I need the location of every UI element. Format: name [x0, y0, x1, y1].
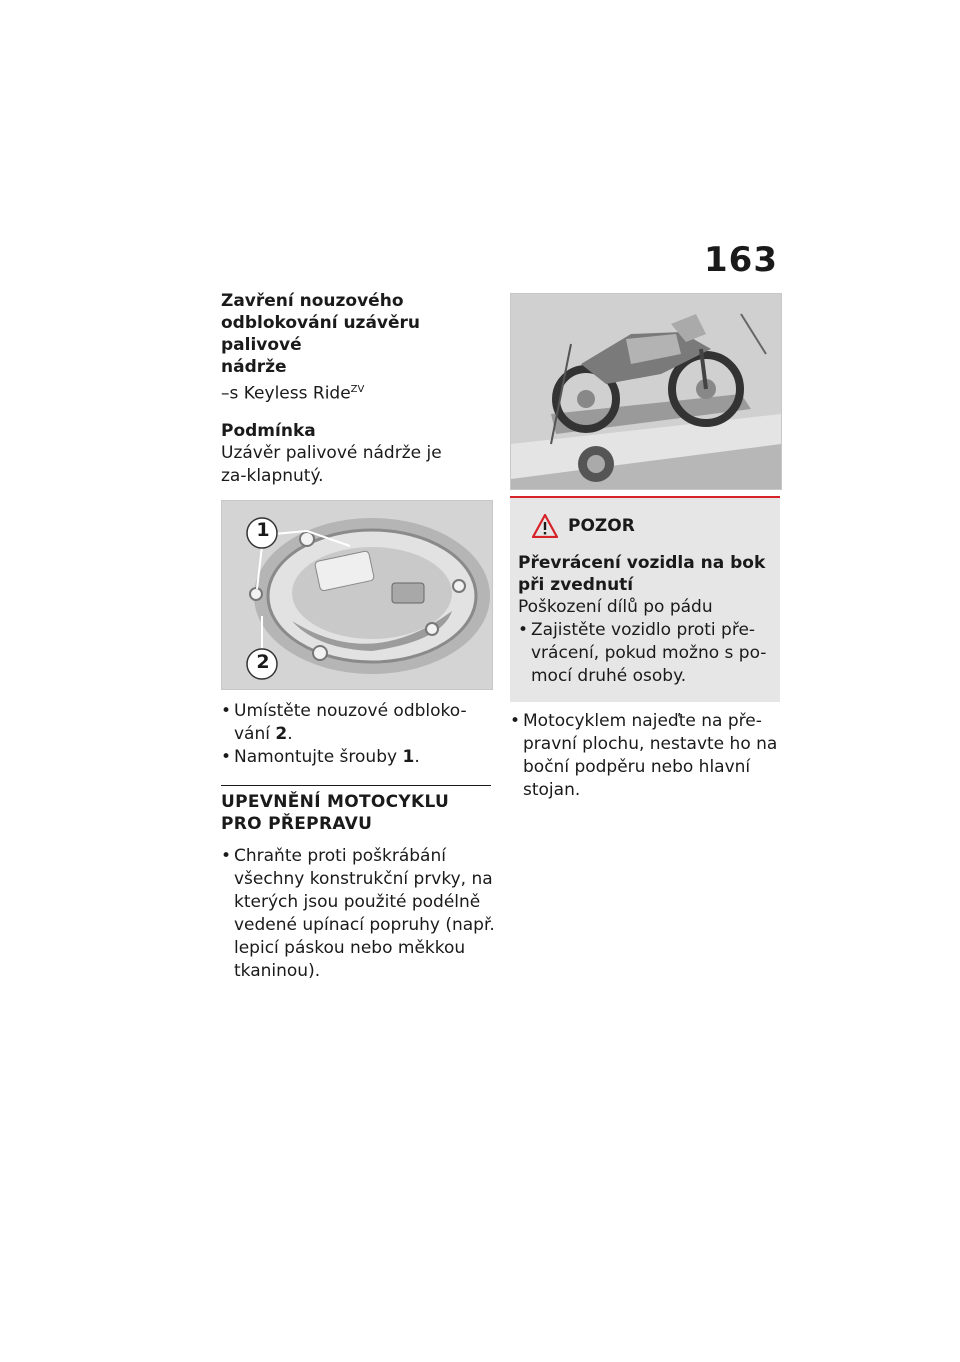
warning-label: POZOR	[568, 516, 635, 536]
zv-superscript: ZV	[350, 384, 365, 395]
section-heading-emergency-unlock	[221, 290, 496, 378]
step-text: Namontujte šrouby	[234, 746, 403, 767]
fuel-cap-figure	[221, 500, 493, 690]
step-ref: 1	[402, 746, 415, 767]
page-number: 163	[704, 240, 778, 280]
warning-box	[510, 498, 780, 702]
list-item: • Chraňte proti poškrábání všechny konstrukční prvky, na kterých jsou použité podélně vedené upínací popruhy (např. lepicí páskou nebo měkkou tkaninou).	[221, 845, 496, 983]
keyless-subtitle	[221, 378, 496, 406]
right-steps	[510, 710, 780, 802]
step-ref: 2	[275, 723, 288, 744]
warning-header	[518, 514, 772, 538]
warning-triangle-icon	[532, 514, 558, 538]
step-text: Umístěte nouzové odbloko-vání	[234, 700, 467, 744]
list-item: • Motocyklem najeďte na pře-pravní plochu, nestavte ho na boční podpěru nebo hlavní stojan.	[510, 710, 781, 802]
heading-line: Zavření nouzového	[221, 291, 404, 311]
step-suffix: .	[414, 746, 420, 767]
section-bullets	[221, 845, 496, 983]
warning-text: Poškození dílů po pádu	[518, 597, 713, 617]
heading-line: nádrže	[221, 357, 287, 377]
keyless-label: –s Keyless Ride	[221, 383, 351, 404]
section-title: UPEVNĚNÍ MOTOCYKLU PRO PŘEPRAVU	[221, 791, 450, 834]
warning-heading-line: při zvednutí	[518, 575, 634, 595]
steps-list	[221, 700, 496, 769]
warning-heading-line: Převrácení vozidla na bok	[518, 553, 766, 573]
left-column	[221, 290, 496, 983]
warning-bullets	[518, 619, 772, 688]
condition-heading: Podmínka	[221, 420, 316, 441]
callout-2: 2	[256, 650, 270, 673]
motorcycle-image	[511, 294, 781, 489]
condition-text: Uzávěr palivové nádrže je za-klapnutý.	[221, 442, 442, 486]
list-item: • Zajistěte vozidlo proti pře-vrácení, pokud možno s po-mocí druhé osoby.	[518, 619, 771, 688]
list-item	[221, 700, 496, 746]
motorcycle-figure	[510, 293, 782, 490]
list-item	[221, 746, 496, 769]
callout-1: 1	[256, 518, 270, 541]
right-column	[510, 293, 780, 802]
heading-line: odblokování uzávěru palivové	[221, 313, 421, 355]
step-suffix: .	[287, 723, 293, 744]
